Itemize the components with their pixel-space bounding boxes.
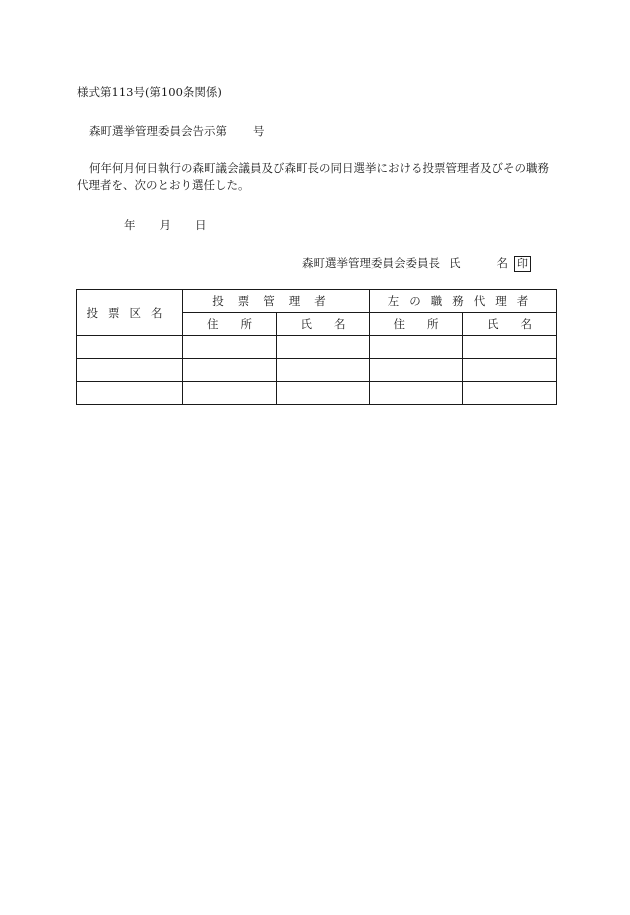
signer-name-label-2: 名 (496, 256, 508, 270)
signer-title: 森町選挙管理委員会委員長 (302, 256, 440, 270)
date-month: 月 (159, 218, 171, 232)
table-cell (277, 336, 370, 359)
table-cell (370, 359, 463, 382)
district-header: 投票区名 (77, 290, 183, 336)
manager-name-header: 氏 名 (277, 313, 370, 336)
table-cell (277, 359, 370, 382)
table-row (77, 336, 557, 359)
form-number: 様式第113号(第100条関係) (77, 85, 222, 99)
table-cell (77, 382, 183, 405)
table-cell (370, 382, 463, 405)
table-cell (463, 382, 557, 405)
date-year: 年 (124, 218, 136, 232)
notice-body-text: 何年何月何日執行の森町議会議員及び森町長の同日選挙における投票管理者及びその職務代理者を、次のとおり選任した。 (77, 161, 549, 192)
deputy-header: 左の職務代理者 (370, 290, 557, 313)
table-cell (183, 382, 277, 405)
table-cell (463, 359, 557, 382)
table-row (77, 359, 557, 382)
signer-name-label-1: 氏 (449, 256, 461, 270)
table-cell (183, 336, 277, 359)
table-cell (370, 336, 463, 359)
signer-line (302, 256, 531, 272)
table-row (77, 382, 557, 405)
polling-manager-table (76, 289, 557, 405)
deputy-name-header: 氏 名 (463, 313, 557, 336)
table-cell (77, 336, 183, 359)
table-cell (463, 336, 557, 359)
table-cell (277, 382, 370, 405)
notice-suffix: 号 (253, 124, 265, 138)
seal-mark: 印 (514, 256, 531, 272)
table-cell (77, 359, 183, 382)
table-header-row (77, 290, 557, 313)
manager-header: 投票管理者 (183, 290, 370, 313)
notice-prefix: 森町選挙管理委員会告示第 (89, 124, 227, 138)
manager-address-header: 住 所 (183, 313, 277, 336)
date-day: 日 (195, 218, 207, 232)
table-cell (183, 359, 277, 382)
notice-number (89, 124, 265, 139)
date-line (124, 218, 207, 233)
deputy-address-header: 住 所 (370, 313, 463, 336)
